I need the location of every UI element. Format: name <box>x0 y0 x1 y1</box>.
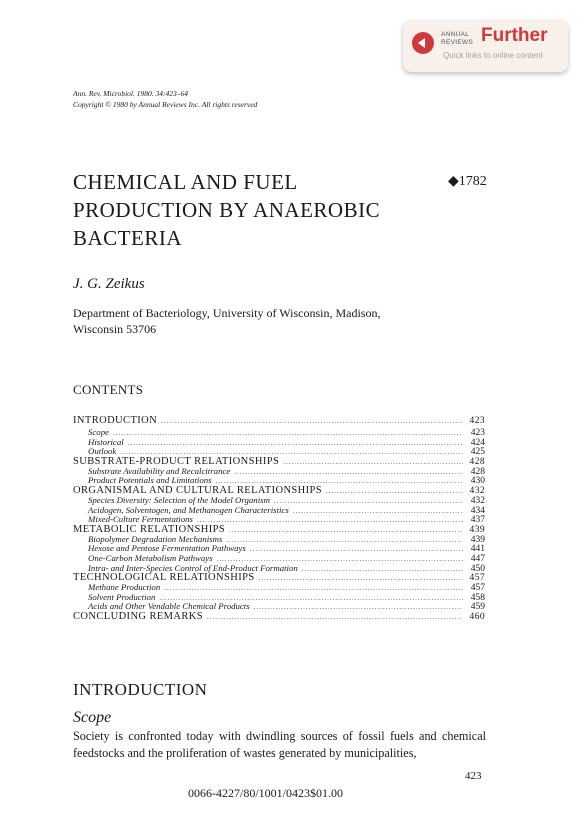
toc-entry-page: 434 <box>470 505 485 516</box>
toc-entry-page: 423 <box>470 428 485 438</box>
toc-entry-page: 460 <box>469 612 485 623</box>
toc-entry-page: 441 <box>470 544 485 555</box>
toc-section-entry[interactable] <box>73 612 485 622</box>
toc-entry-page: 425 <box>470 447 485 458</box>
toc-entry-label: Species Diversity: Selection of the Model Organism <box>88 494 270 505</box>
toc-entry-label: Solvent Production <box>88 591 156 602</box>
toc-dot-leader <box>226 536 463 546</box>
toc-dot-leader <box>164 584 463 594</box>
toc-dot-leader <box>283 458 463 468</box>
toc-entry-page: 450 <box>470 563 485 574</box>
toc-entry-page: 430 <box>470 476 485 487</box>
title-line: CHEMICAL AND FUEL <box>73 170 298 194</box>
toc-entry-label: Product Potentials and Limitations <box>88 475 212 486</box>
toc-entry-label: INTRODUCTION <box>73 415 158 426</box>
article-code: 0066-4227/80/1001/0423$01.00 <box>188 786 343 800</box>
page-number: 423 <box>465 770 482 782</box>
journal-header <box>73 88 257 110</box>
contents-heading: CONTENTS <box>73 382 144 397</box>
toc-entry-label: One-Carbon Metabolism Pathways <box>88 552 213 563</box>
toc-dot-leader <box>113 429 463 439</box>
badge-subtitle: Quick links to online content <box>443 51 543 60</box>
toc-dot-leader <box>128 439 463 449</box>
toc-dot-leader <box>197 516 463 526</box>
toc-entry-label: Scope <box>88 427 110 437</box>
toc-entry-page: 458 <box>470 592 485 603</box>
toc-entry-page: 457 <box>470 583 485 593</box>
toc-entry-label: ORGANISMAL AND CULTURAL RELATIONSHIPS <box>73 485 323 497</box>
introduction-paragraph: Society is confronted today with dwindling sources of fossil fuels and chemical feedstocks and the proliferation of wastes generated by municipalities, <box>73 729 486 760</box>
badge-brand: Further <box>481 25 548 46</box>
journal-copyright: Copyright © 1980 by Annual Reviews Inc. All rights reserved <box>73 100 258 109</box>
title-line: PRODUCTION BY ANAEROBIC <box>73 198 381 222</box>
toc-entry-label: Acids and Other Vendable Chemical Products <box>88 601 250 612</box>
journal-citation: Ann. Rev. Microbiol. 1980. 34:423–64 <box>73 89 188 98</box>
toc-dot-leader <box>274 497 463 507</box>
toc-entry-page: 439 <box>469 524 485 535</box>
toc-entry-label: Hexose and Pentose Fermentation Pathways <box>88 543 246 554</box>
toc-dot-leader <box>259 574 463 584</box>
toc-entry-page: 432 <box>470 495 485 506</box>
toc-entry-label: Substrate Availability and Recalcitrance <box>88 465 231 476</box>
annual-reviews-logo-icon <box>412 32 434 54</box>
toc-dot-leader <box>302 565 463 575</box>
toc-entry-label: Acidogen, Solventogen, and Methanogen Characteristics <box>88 504 289 515</box>
toc-dot-leader <box>234 468 463 478</box>
toc-entry-label: Outlook <box>88 446 117 457</box>
toc-entry-label: Methane Production <box>88 582 161 592</box>
toc-entry-page: 424 <box>470 437 485 448</box>
table-of-contents <box>73 416 485 622</box>
toc-dot-leader <box>293 507 463 517</box>
toc-subsection-entry[interactable] <box>73 438 485 448</box>
toc-dot-leader <box>250 545 463 555</box>
toc-entry-page: 447 <box>470 553 485 564</box>
toc-entry-page: 432 <box>469 486 485 497</box>
author-name: J. G. Zeikus <box>73 276 145 292</box>
toc-dot-leader <box>207 613 463 623</box>
toc-entry-label: TECHNOLOGICAL RELATIONSHIPS <box>73 572 255 584</box>
toc-entry-page: 439 <box>470 534 485 545</box>
affiliation-line: Department of Bacteriology, University of Wisconsin, Madison, <box>73 306 381 320</box>
document-number: ◆1782 <box>448 174 487 189</box>
introduction-heading: INTRODUCTION <box>73 680 208 699</box>
toc-dot-leader <box>161 417 463 427</box>
toc-entry-page: 428 <box>470 466 485 477</box>
toc-subsection-entry[interactable] <box>73 428 485 438</box>
scope-subheading: Scope <box>73 709 112 726</box>
toc-dot-leader <box>326 487 463 497</box>
toc-entry-label: Intra- and Inter-Species Control of End-Product Formation <box>88 562 298 573</box>
toc-entry-page: 428 <box>469 457 485 468</box>
toc-dot-leader <box>254 603 463 613</box>
toc-entry-page: 423 <box>469 416 485 426</box>
toc-entry-page: 457 <box>469 573 485 584</box>
toc-dot-leader <box>229 526 463 536</box>
toc-entry-label: METABOLIC RELATIONSHIPS <box>73 523 226 535</box>
article-title <box>73 168 380 252</box>
title-line: BACTERIA <box>73 226 182 250</box>
author-affiliation <box>73 305 380 337</box>
toc-entry-label: Biopolymer Degradation Mechanisms <box>88 533 223 544</box>
toc-entry-page: 459 <box>470 602 485 613</box>
toc-section-entry[interactable] <box>73 416 485 428</box>
annual-reviews-further-badge[interactable] <box>403 20 568 72</box>
toc-entry-label: CONCLUDING REMARKS <box>73 611 204 623</box>
affiliation-line: Wisconsin 53706 <box>73 322 157 336</box>
toc-entry-label: SUBSTRATE-PRODUCT RELATIONSHIPS <box>73 456 280 468</box>
badge-publisher: ANNUAL REVIEWS <box>441 31 474 46</box>
toc-entry-label: Historical <box>88 436 124 447</box>
toc-entry-page: 437 <box>470 515 485 526</box>
toc-entry-label: Mixed-Culture Fermentations <box>88 514 193 525</box>
